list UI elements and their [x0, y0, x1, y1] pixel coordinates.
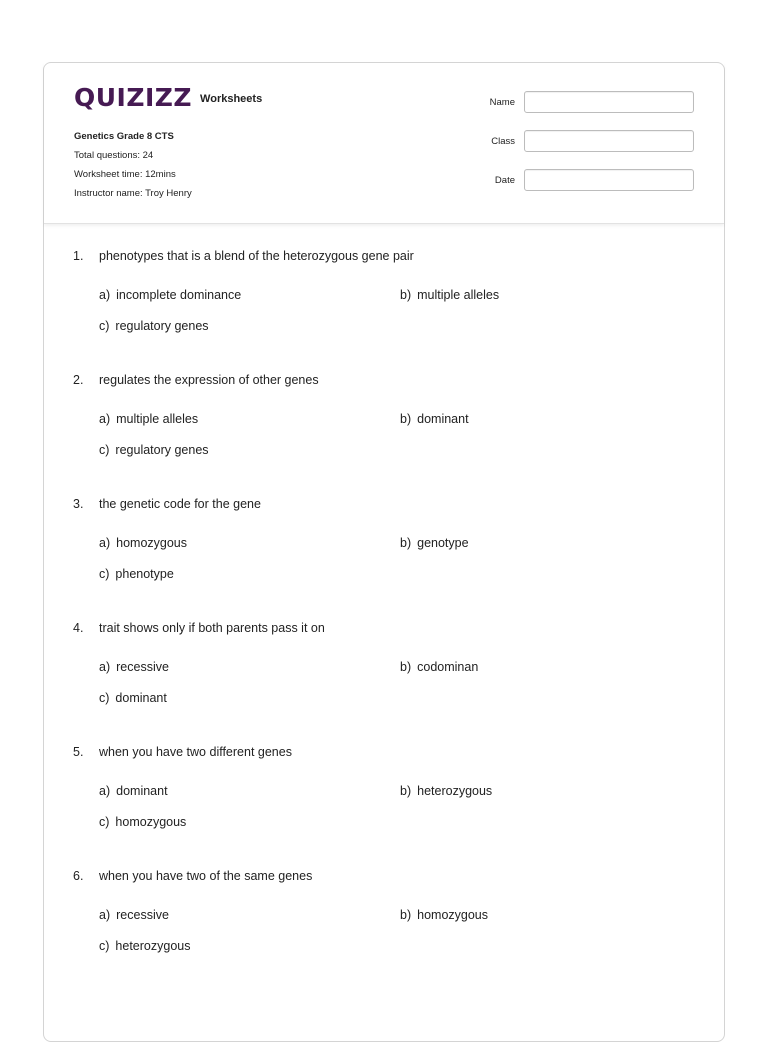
option-c[interactable] — [99, 443, 209, 457]
question-item — [73, 745, 693, 869]
option-a[interactable] — [99, 784, 168, 798]
question-number: 2. — [73, 373, 84, 387]
option-a[interactable] — [99, 412, 198, 426]
question-item — [73, 621, 693, 745]
option-text: regulatory genes — [115, 443, 209, 457]
total-questions: Total questions: 24 — [74, 150, 154, 161]
option-letter: c) — [99, 815, 110, 829]
option-text: dominant — [115, 691, 167, 705]
option-letter: a) — [99, 288, 111, 302]
worksheet-title: Genetics Grade 8 CTS — [74, 131, 174, 142]
option-text: homozygous — [417, 908, 488, 922]
question-item — [73, 249, 693, 373]
worksheet-header — [44, 63, 724, 224]
option-text: homozygous — [116, 536, 187, 550]
option-letter: b) — [400, 412, 412, 426]
option-c[interactable] — [99, 691, 167, 705]
option-letter: c) — [99, 567, 110, 581]
option-text: dominant — [116, 784, 168, 798]
question-number: 3. — [73, 497, 84, 511]
option-letter: c) — [99, 691, 110, 705]
option-text: incomplete dominance — [116, 288, 242, 302]
question-stem — [73, 249, 693, 263]
option-text: recessive — [116, 660, 169, 674]
option-b[interactable] — [400, 784, 492, 798]
question-item — [73, 373, 693, 497]
option-text: homozygous — [115, 815, 187, 829]
class-label: Class — [491, 135, 515, 147]
logo-subtitle: Worksheets — [200, 92, 263, 105]
option-b[interactable] — [400, 908, 488, 922]
question-stem — [73, 869, 693, 883]
option-text: dominant — [417, 412, 469, 426]
question-stem — [73, 373, 693, 387]
option-text: recessive — [116, 908, 169, 922]
option-a[interactable] — [99, 288, 241, 302]
question-text: phenotypes that is a blend of the heterozygous gene pair — [99, 249, 414, 263]
option-text: codominan — [417, 660, 479, 674]
option-a[interactable] — [99, 536, 187, 550]
option-c[interactable] — [99, 939, 190, 953]
class-field[interactable] — [524, 130, 694, 152]
class-row — [490, 130, 694, 152]
worksheet-meta — [74, 127, 192, 203]
question-stem — [73, 745, 693, 759]
option-letter: a) — [99, 784, 111, 798]
option-letter: b) — [400, 288, 412, 302]
option-letter: b) — [400, 660, 412, 674]
question-text: trait shows only if both parents pass it on — [99, 621, 325, 635]
question-text: when you have two of the same genes — [99, 869, 313, 883]
option-text: multiple alleles — [417, 288, 500, 302]
question-number: 5. — [73, 745, 84, 759]
option-text: multiple alleles — [116, 412, 199, 426]
question-text: the genetic code for the gene — [99, 497, 261, 511]
option-b[interactable] — [400, 412, 469, 426]
option-b[interactable] — [400, 288, 499, 302]
option-text: regulatory genes — [115, 319, 209, 333]
brand — [74, 85, 262, 110]
option-letter: a) — [99, 660, 111, 674]
option-text: heterozygous — [115, 939, 191, 953]
option-text: heterozygous — [417, 784, 493, 798]
option-b[interactable] — [400, 536, 469, 550]
question-text: when you have two different genes — [99, 745, 292, 759]
option-letter: b) — [400, 536, 412, 550]
option-letter: c) — [99, 443, 110, 457]
question-stem — [73, 621, 693, 635]
option-letter: a) — [99, 908, 111, 922]
date-label: Date — [494, 174, 515, 186]
student-fields — [490, 91, 694, 208]
option-letter: b) — [400, 784, 412, 798]
option-a[interactable] — [99, 660, 169, 674]
option-letter: b) — [400, 908, 412, 922]
option-c[interactable] — [99, 815, 186, 829]
date-field[interactable] — [524, 169, 694, 191]
option-letter: a) — [99, 412, 111, 426]
option-b[interactable] — [400, 660, 478, 674]
option-letter: c) — [99, 319, 110, 333]
name-row — [490, 91, 694, 113]
question-list — [73, 249, 693, 993]
quizizz-logo: QUIZIZZ — [74, 83, 193, 112]
worksheet-time: Worksheet time: 12mins — [74, 169, 176, 180]
question-number: 6. — [73, 869, 84, 883]
question-number: 1. — [73, 249, 84, 263]
instructor-name: Instructor name: Troy Henry — [74, 188, 192, 199]
option-text: genotype — [417, 536, 469, 550]
option-letter: c) — [99, 939, 110, 953]
question-stem — [73, 497, 693, 511]
option-c[interactable] — [99, 567, 174, 581]
name-field[interactable] — [524, 91, 694, 113]
question-text: regulates the expression of other genes — [99, 373, 319, 387]
option-text: phenotype — [115, 567, 174, 581]
option-a[interactable] — [99, 908, 169, 922]
question-item — [73, 869, 693, 993]
question-item — [73, 497, 693, 621]
question-number: 4. — [73, 621, 84, 635]
date-row — [490, 169, 694, 191]
option-c[interactable] — [99, 319, 209, 333]
name-label: Name — [489, 96, 515, 108]
option-letter: a) — [99, 536, 111, 550]
